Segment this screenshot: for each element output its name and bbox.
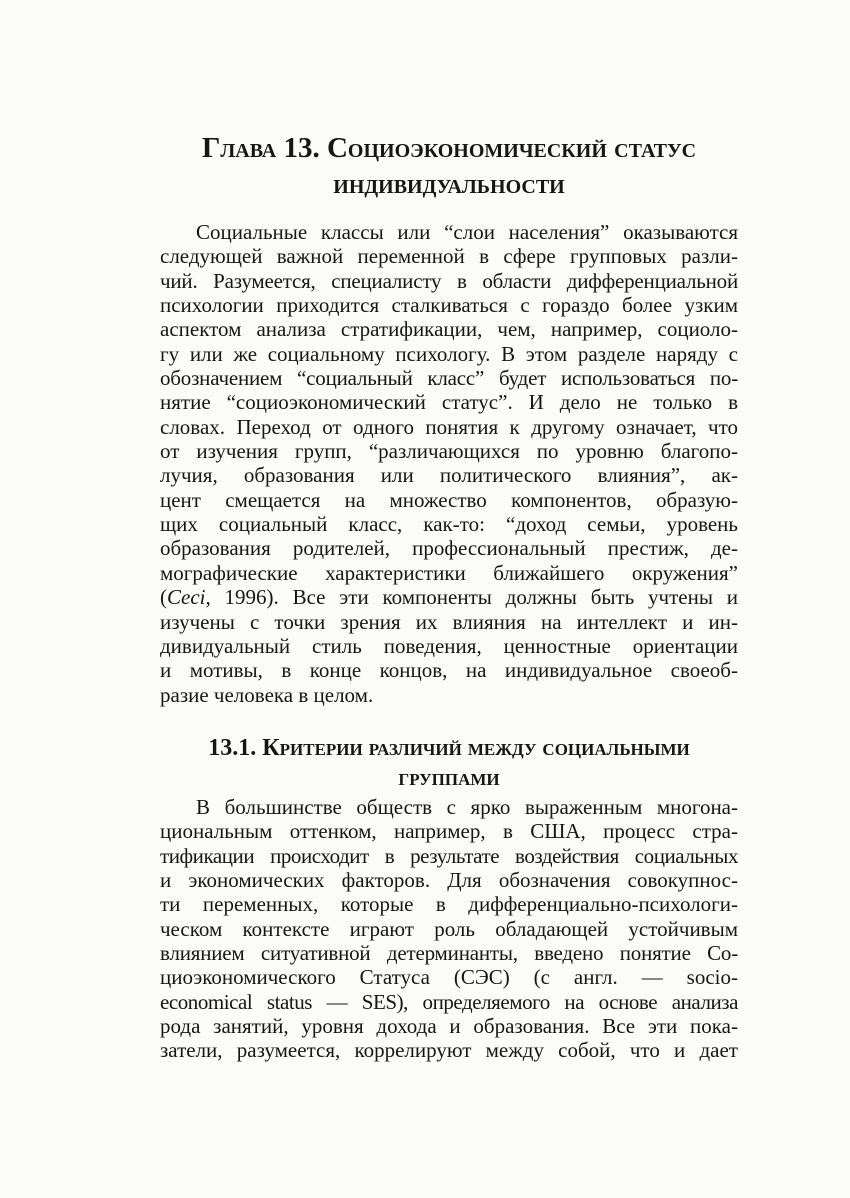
text-line: нятие “социоэкономический статус”. И дело не только в: [160, 390, 738, 415]
text-line: цент смещается на множество компонентов, образую-: [160, 487, 738, 512]
text-line: словах. Переход от одного понятия к другому означает, что: [160, 414, 738, 439]
text-line: economical status — SES), определяемого на основе анализа: [160, 989, 738, 1014]
text-line: обозначением “социальный класс” будет использоваться по-: [160, 366, 738, 391]
chapter-title-line1: Социоэкономический статус: [326, 132, 697, 164]
citation-author: Ceci: [167, 585, 206, 610]
text-line: В большинстве обществ с ярко выраженным многона-: [196, 795, 738, 819]
text-line: гу или же социальному психологу. В этом разделе наряду с: [160, 341, 738, 366]
text-line: щих социальный класс, как-то: “доход семьи, уровень: [160, 512, 738, 537]
text-line: Социальные классы или “слои населения” оказываются: [196, 220, 738, 244]
text-line: влиянием ситуативной детерминанты, введено понятие Со-: [160, 941, 738, 966]
text-line: циоэкономического Статуса (СЭС) (с англ. — socio-: [160, 965, 738, 990]
chapter-number: Глава 13.: [201, 132, 320, 164]
chapter-title: [160, 130, 738, 202]
text-line: и экономических факторов. Для обозначения совокупнос-: [160, 868, 738, 893]
chapter-title-line2: индивидуальности: [333, 168, 565, 200]
text-line: затели, разумеется, коррелируют между собой, что и дает: [160, 1038, 738, 1063]
text-line: аспектом анализа стратификации, чем, например, социоло-: [160, 317, 738, 342]
section-title-line1: Критерии различий между социальными: [262, 735, 690, 761]
text-line: разие человека в целом.: [160, 682, 374, 707]
text-line: изучены с точки зрения их влияния на интеллект и ин-: [160, 609, 738, 634]
text-line: лучия, образования или политического влияния”, ак-: [160, 463, 738, 488]
text-line: и мотивы, в конце концов, на индивидуальное своеоб-: [160, 658, 738, 683]
text-line: чий. Разумеется, специалисту в области дифференциальной: [160, 268, 738, 293]
text-line: ти переменных, которые в дифференциально-психологи-: [160, 892, 738, 917]
text-line: (Ceci, 1996). Все эти компоненты должны быть учтены и: [160, 585, 738, 610]
section-title: [160, 733, 738, 793]
text-line: дивидуальный стиль поведения, ценностные ориентации: [160, 633, 738, 658]
text-line: от изучения групп, “различающихся по уровню благопо-: [160, 439, 738, 464]
text-line: циональным оттенком, например, в США, процесс стра-: [160, 819, 738, 844]
text-line: ческом контексте играют роль обладающей устойчивым: [160, 916, 738, 941]
intro-paragraph: [160, 220, 738, 707]
text-line: психологии приходится сталкиваться с гораздо более узким: [160, 293, 738, 318]
text-line: следующей важной переменной в сфере групповых разли-: [160, 244, 738, 269]
text-line: образования родителей, профессиональный престиж, де-: [160, 536, 738, 561]
text-line: тификации происходит в результате воздействия социальных: [160, 843, 738, 868]
text-line: рода занятий, уровня дохода и образования. Все эти пока-: [160, 1014, 738, 1039]
section-paragraph: [160, 795, 738, 1063]
text-line: мографические характеристики ближайшего окружения”: [160, 560, 738, 585]
section-number: 13.1.: [208, 735, 257, 761]
section-title-line2: группами: [398, 765, 500, 791]
